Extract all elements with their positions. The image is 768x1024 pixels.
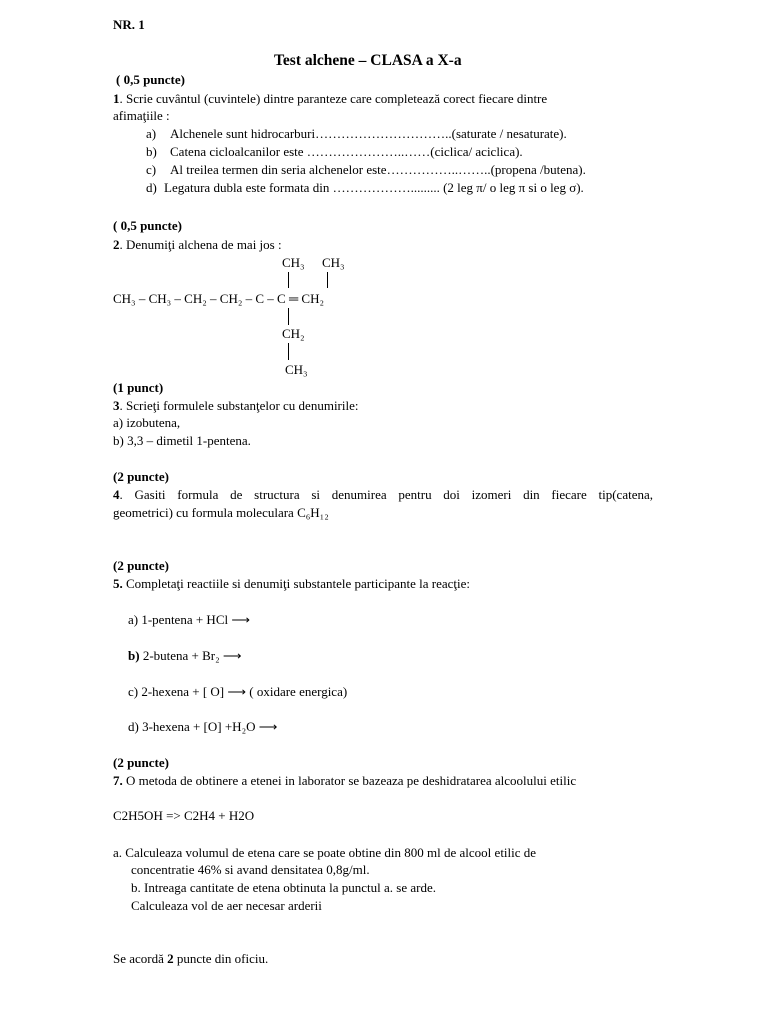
q1-points: ( 0,5 puncte) [116, 72, 185, 87]
page-title: Test alchene – CLASA a X-a [274, 52, 462, 69]
q3-points: (1 punct) [113, 380, 164, 395]
document-number: NR. 1 [113, 17, 145, 32]
q7-equation: C2H5OH => C2H4 + H2O [113, 808, 255, 823]
q7-part-a-line1: a. Calculeaza volumul de etena care se poate obtine din 800 ml de alcool etilic de [113, 845, 537, 860]
q3-text [113, 398, 359, 414]
footer-text-post: puncte din oficiu. [173, 951, 269, 966]
formula-ch2: CH₂ [282, 326, 305, 341]
q5-points: (2 puncte) [113, 558, 169, 573]
formula-top-left-ch3: CH₃ [282, 255, 305, 270]
q3-number: 3 [113, 398, 120, 413]
q1-text-line2: afimaţiile : [113, 108, 170, 123]
q7-text [113, 773, 576, 789]
q7-text-body: O metoda de obtinere a etenei in laborator se bazeaza pe deshidratarea alcoolului etilic [122, 773, 577, 788]
q7-part-b-line2: Calculeaza vol de aer necesar arderii [131, 898, 322, 913]
formula-bond-line [288, 272, 289, 288]
q7-number: 7. [113, 773, 123, 788]
q1-number: 1 [113, 91, 120, 106]
q2-number: 2 [113, 237, 120, 252]
q7-part-a-line2: concentratie 46% si avand densitatea 0,8g/ml. [131, 862, 370, 877]
q5-reaction-b-marker: b) [128, 648, 140, 663]
q4-text-line1: . Gasiti formula de structura si denumirea pentru doi izomeri din fiecare tip(catena, [119, 487, 653, 502]
q1-text-line1: . Scrie cuvântul (cuvintele) dintre paranteze care completează corect fiecare dintre [119, 91, 548, 106]
q5-reaction-a: a) 1-pentena + HCl ⟶ [128, 612, 250, 627]
q4-points: (2 puncte) [113, 469, 169, 484]
q1-item-b-marker: b) [146, 144, 157, 159]
q5-reaction-c: c) 2-hexena + [ O] ⟶ ( oxidare energica) [128, 684, 348, 699]
q5-reaction-d: d) 3-hexena + [O] +H₂O ⟶ [128, 719, 278, 734]
q5-text [113, 576, 470, 592]
q5-reaction-b [128, 648, 242, 664]
q2-points: ( 0,5 puncte) [113, 218, 182, 233]
formula-bond-line [288, 343, 289, 360]
q4-text-line2: geometrici) cu formula moleculara C₆H₁₂ [113, 505, 329, 520]
q1-item-a: Alchenele sunt hidrocarburi…………………………..(saturate / nesaturate). [170, 126, 567, 141]
formula-bond-line [288, 308, 289, 325]
q4-number: 4 [113, 487, 120, 502]
q3-item-a: a) izobutena, [113, 415, 181, 430]
footer-points: 2 [167, 951, 174, 966]
formula-bond-line [327, 272, 328, 288]
formula-ch3: CH₃ [285, 362, 308, 377]
q5-text-body: Completaţi reactiile si denumiţi substantele participante la reacţie: [122, 576, 471, 591]
q2-text [113, 237, 282, 253]
q1-text [113, 91, 547, 107]
q1-item-a-marker: a) [146, 126, 157, 141]
q1-item-d: Legatura dubla este formata din ………………......... (2 leg π/ o leg π si o leg σ). [164, 180, 584, 195]
q3-text-body: . Scrieţi formulele substanţelor cu denumirile: [119, 398, 359, 413]
formula-main-chain: CH₃ – CH₃ – CH₂ – CH₂ – C – C ═ CH₂ [113, 291, 325, 306]
q1-item-c-marker: c) [146, 162, 157, 177]
q4-text [113, 487, 653, 503]
q5-number: 5. [113, 576, 123, 591]
q7-points: (2 puncte) [113, 755, 169, 770]
formula-top-right-ch3: CH₃ [322, 255, 345, 270]
q2-text-body: . Denumiţi alchena de mai jos : [119, 237, 282, 252]
q1-item-c: Al treilea termen din seria alchenelor este……………..……..(propena /butena). [170, 162, 586, 177]
q1-item-b: Catena cicloalcanilor este …………………..……(ciclica/ aciclica). [170, 144, 523, 159]
q7-part-b: b. Intreaga cantitate de etena obtinuta la punctul a. se arde. [131, 880, 436, 895]
footer-note [113, 951, 268, 967]
q3-item-b: b) 3,3 – dimetil 1-pentena. [113, 433, 251, 448]
q1-item-d-marker: d) [146, 180, 157, 195]
q5-reaction-b-text: 2-butena + Br₂ ⟶ [139, 648, 242, 663]
footer-text-pre: Se acordă [113, 951, 168, 966]
